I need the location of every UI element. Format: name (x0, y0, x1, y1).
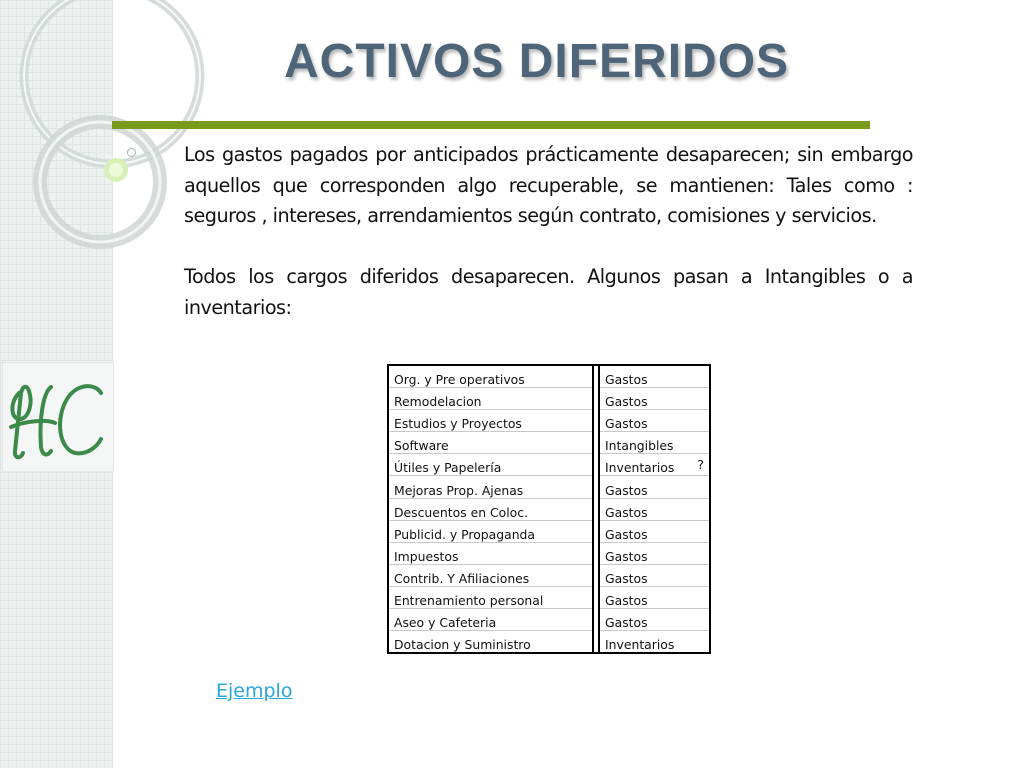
table-cell-concept: Aseo y Cafeteria (388, 609, 593, 631)
table-cell-concept: Remodelacion (388, 388, 593, 410)
destination-label: Gastos (605, 548, 648, 564)
table-cell-destination (599, 410, 710, 432)
circle-bullet-icon (127, 148, 136, 157)
table-cell-destination (599, 498, 710, 520)
table-cell-concept: Software (388, 432, 593, 454)
table-cell-concept: Contrib. Y Afiliaciones (388, 564, 593, 586)
table-cell-destination (599, 454, 710, 476)
table-cell-concept: Dotacion y Suministro (394, 637, 531, 653)
table-cell-concept: Publicid. y Propaganda (388, 520, 593, 542)
table-row (388, 432, 710, 454)
table-row (388, 564, 710, 586)
destination-label: Gastos (605, 593, 648, 609)
destination-label: Inventarios (605, 637, 675, 653)
table-row (388, 586, 710, 608)
table-cell-destination (599, 520, 710, 542)
table-row (388, 388, 710, 410)
table-cell-destination (599, 542, 710, 564)
table-row (388, 410, 710, 432)
table-cell-destination (599, 432, 710, 454)
destination-label: Gastos (605, 482, 648, 498)
monogram-logo (2, 362, 114, 472)
table-row (388, 498, 710, 520)
destination-label: Gastos (605, 526, 648, 542)
table-cell-destination (599, 564, 710, 586)
table-row (388, 476, 710, 498)
table-row (388, 542, 710, 564)
table-row (388, 631, 710, 654)
row-note: ? (697, 457, 704, 473)
hc-monogram-icon (3, 363, 113, 471)
paragraph-cargos-diferidos: Todos los cargos diferidos desaparecen. Algunos pasan a Intangibles o a inventarios: (184, 265, 913, 319)
ejemplo-link[interactable]: Ejemplo (216, 680, 293, 702)
slide-title: ACTIVOS DIFERIDOS (284, 35, 790, 88)
destination-label: Intangibles (605, 438, 674, 454)
destination-label: Gastos (605, 570, 648, 586)
table-cell-destination (599, 388, 710, 410)
table-cell-destination (599, 476, 710, 498)
destination-label: Gastos (605, 504, 648, 520)
table-cell-concept: Útiles y Papelería (388, 454, 593, 476)
table-cell-concept: Impuestos (388, 542, 593, 564)
table-cell-destination (599, 586, 710, 608)
table-cell-destination (599, 631, 710, 654)
table-cell-concept: Estudios y Proyectos (388, 410, 593, 432)
table-cell-concept: Descuentos en Coloc. (388, 498, 593, 520)
destination-label: Inventarios (605, 460, 675, 476)
table-row (388, 454, 710, 476)
table-row (388, 609, 710, 631)
destination-label: Gastos (605, 615, 648, 631)
table-cell-concept: Mejoras Prop. Ajenas (388, 476, 593, 498)
table-row (388, 520, 710, 542)
table-cell-concept: Org. y Pre operativos (388, 365, 593, 388)
table-cell-destination (599, 609, 710, 631)
title-divider (112, 121, 870, 129)
table-cell-destination (599, 365, 710, 388)
deferred-charges-table (387, 364, 711, 654)
body-text (184, 140, 913, 323)
destination-label: Gastos (605, 416, 648, 432)
destination-label: Gastos (605, 394, 648, 410)
table-row (388, 365, 710, 388)
paragraph-anticipados: Los gastos pagados por anticipados prácticamente desaparecen; sin embargo aquellos que corresponden algo recuperable, se mantienen: Tales como : seguros , intereses, arrendamientos según contrato, comisiones y servicios. (184, 143, 913, 227)
destination-label: Gastos (605, 372, 648, 388)
table-cell-concept: Entrenamiento personal (388, 586, 593, 608)
